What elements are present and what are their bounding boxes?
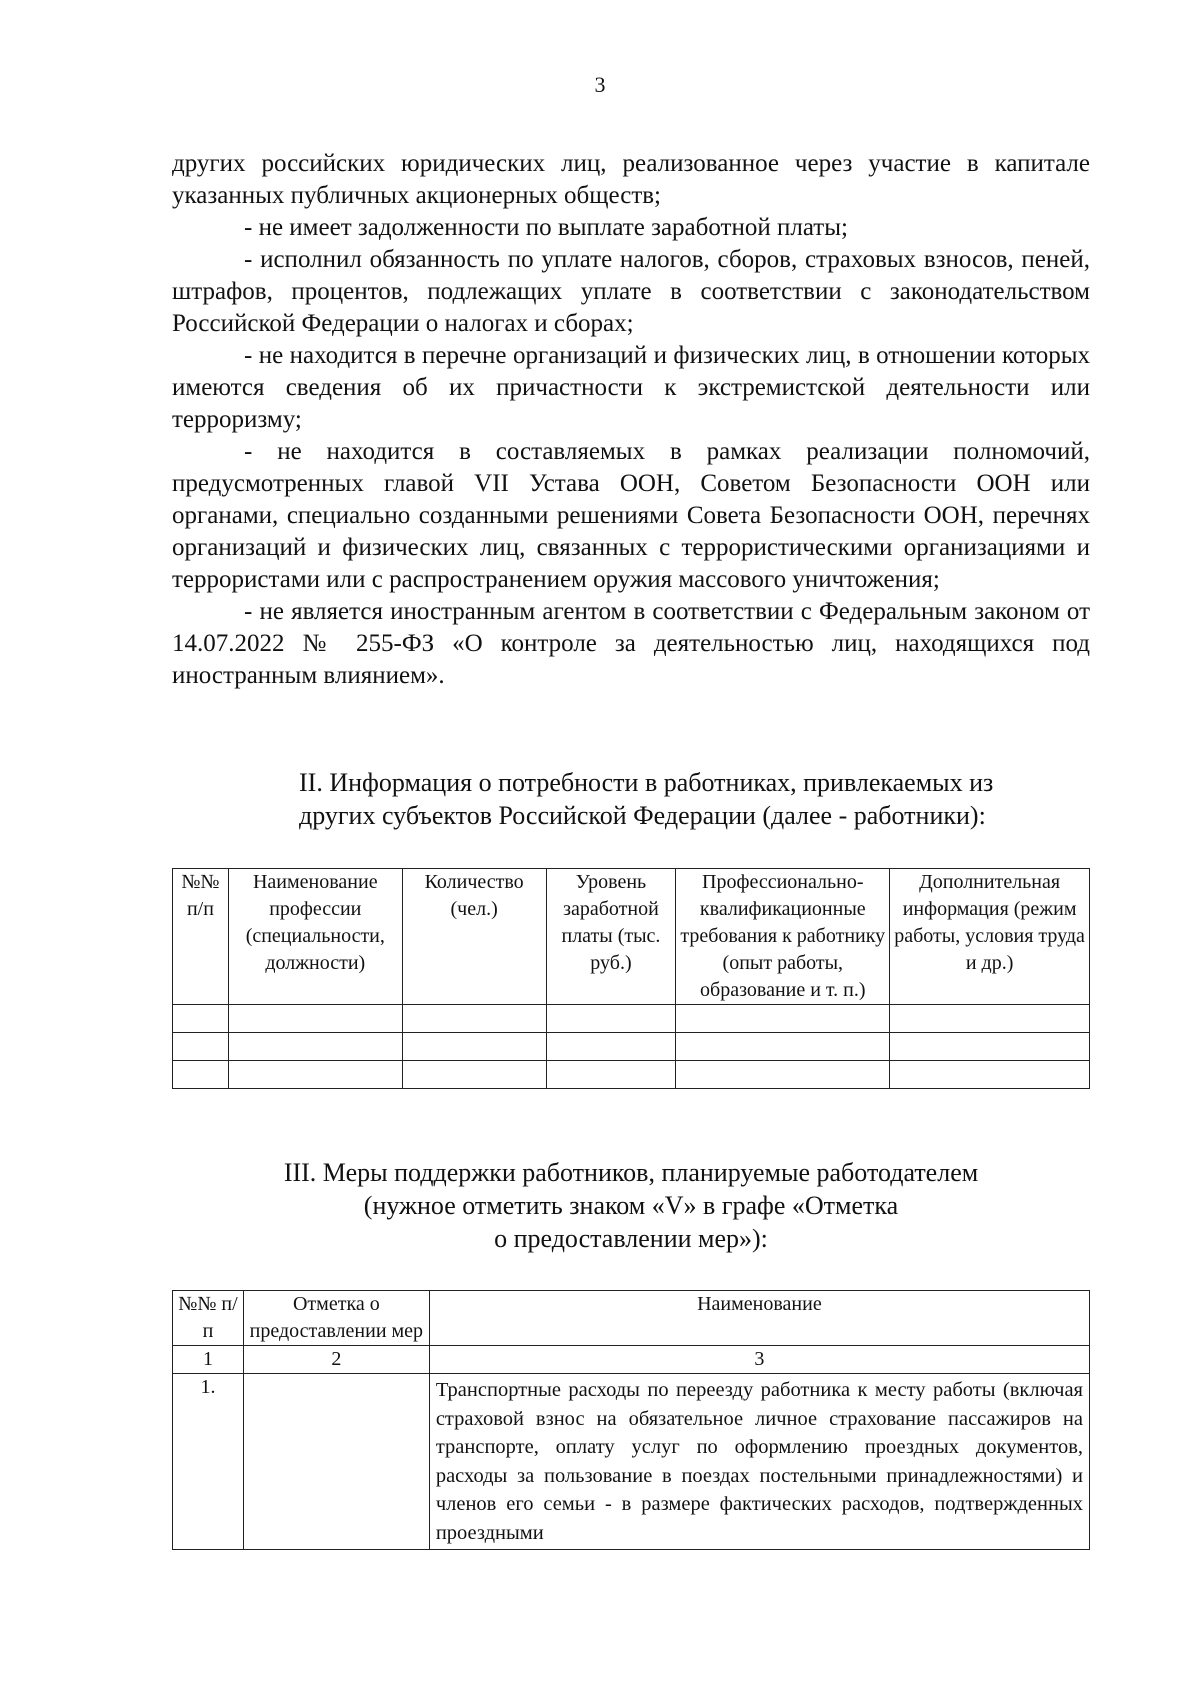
workers-needs-table: [172, 868, 1090, 1089]
paragraph: - не является иностранным агентом в соответствии с Федеральным законом от 14.07.2022 № 255-ФЗ «О контроле за деятельностью лиц, находящихся под иностранным влиянием».: [172, 598, 1090, 689]
paragraph: - исполнил обязанность по уплате налогов, сборов, страховых взносов, пеней, штрафов, процентов, подлежащих уплате в соответствии с законодательством Российской Федерации о налогах и сборах;: [172, 246, 1090, 337]
table-cell[interactable]: [546, 1033, 676, 1061]
table-cell[interactable]: [676, 1033, 890, 1061]
table-cell[interactable]: [402, 1005, 546, 1033]
measure-text: Транспортные расходы по переезду работника к месту работы (включая страховой взнос на обязательное личное страхование пассажиров на транспорте, оплату услуг по оформлению проездных документов, расходы за пользование в поездах постельными принадлежностями) и членов его семьи - в размере фактических расходов, подтвержденных проездными: [429, 1374, 1089, 1550]
section3-heading: [172, 1156, 1090, 1255]
column-number: 3: [429, 1346, 1089, 1374]
paragraph: других российских юридических лиц, реализованное через участие в капитале указанных публичных акционерных обществ;: [172, 150, 1090, 209]
table-cell[interactable]: [402, 1061, 546, 1089]
table-cell[interactable]: [228, 1033, 402, 1061]
section3-heading-line: (нужное отметить знаком «V» в графе «Отметка: [363, 1191, 899, 1220]
section2-heading-line: II. Информация о потребности в работниках, привлекаемых из: [299, 768, 994, 797]
column-number: 1: [173, 1346, 244, 1374]
table-row: [173, 1033, 1090, 1061]
table-cell[interactable]: [402, 1033, 546, 1061]
column-header-salary: Уровень заработной платы (тыс. руб.): [546, 869, 676, 1005]
table-row: [173, 1061, 1090, 1089]
row-number: 1.: [173, 1374, 244, 1550]
table-cell[interactable]: [676, 1005, 890, 1033]
table-cell[interactable]: [173, 1061, 229, 1089]
column-header-profession: Наименование профессии (специальности, должности): [228, 869, 402, 1005]
table-row: [173, 1005, 1090, 1033]
table-header-row: [173, 869, 1090, 1005]
column-header-number: №№ п/п: [173, 1291, 244, 1346]
column-header-number: №№ п/п: [173, 869, 229, 1005]
table-cell[interactable]: [173, 1005, 229, 1033]
column-header-requirements: Профессионально-квалификационные требования к работнику (опыт работы, образование и т. п.): [676, 869, 890, 1005]
column-header-name: Наименование: [429, 1291, 1089, 1346]
table-cell[interactable]: [890, 1005, 1090, 1033]
page-number: 3: [594, 72, 606, 97]
section3-heading-line: III. Меры поддержки работников, планируемые работодателем: [283, 1158, 979, 1187]
column-header-mark: Отметка о предоставлении мер: [243, 1291, 429, 1346]
mark-cell[interactable]: [243, 1374, 429, 1550]
table-cell[interactable]: [546, 1061, 676, 1089]
column-header-additional-info: Дополнительная информация (режим работы, условия труда и др.): [890, 869, 1090, 1005]
table-cell[interactable]: [228, 1005, 402, 1033]
support-measures-table: [172, 1290, 1090, 1550]
section3-heading-line: о предоставлении мер»):: [494, 1224, 768, 1253]
table-cell[interactable]: [676, 1061, 890, 1089]
section2-heading: [299, 766, 1090, 832]
table-row: [173, 1374, 1090, 1550]
column-number-row: [173, 1346, 1090, 1374]
table-cell[interactable]: [228, 1061, 402, 1089]
body-text: [172, 148, 1090, 692]
table-cell[interactable]: [546, 1005, 676, 1033]
paragraph: - не имеет задолженности по выплате заработной платы;: [244, 214, 848, 241]
table-cell[interactable]: [173, 1033, 229, 1061]
table-cell[interactable]: [890, 1061, 1090, 1089]
column-header-quantity: Количество (чел.): [402, 869, 546, 1005]
table-header-row: [173, 1291, 1090, 1346]
column-number: 2: [243, 1346, 429, 1374]
paragraph: - не находится в перечне организаций и физических лиц, в отношении которых имеются сведения об их причастности к экстремистской деятельности или терроризму;: [172, 342, 1090, 433]
paragraph: - не находится в составляемых в рамках реализации полномочий, предусмотренных главой VII Устава ООН, Советом Безопасности ООН или органами, специально созданными решениями Совета Безопасности ООН, перечнях организаций и физических лиц, связанных с террористическими организациями и террористами или с распространением оружия массового уничтожения;: [172, 438, 1090, 593]
table-cell[interactable]: [890, 1033, 1090, 1061]
section2-heading-line: других субъектов Российской Федерации (далее - работники):: [299, 801, 986, 830]
